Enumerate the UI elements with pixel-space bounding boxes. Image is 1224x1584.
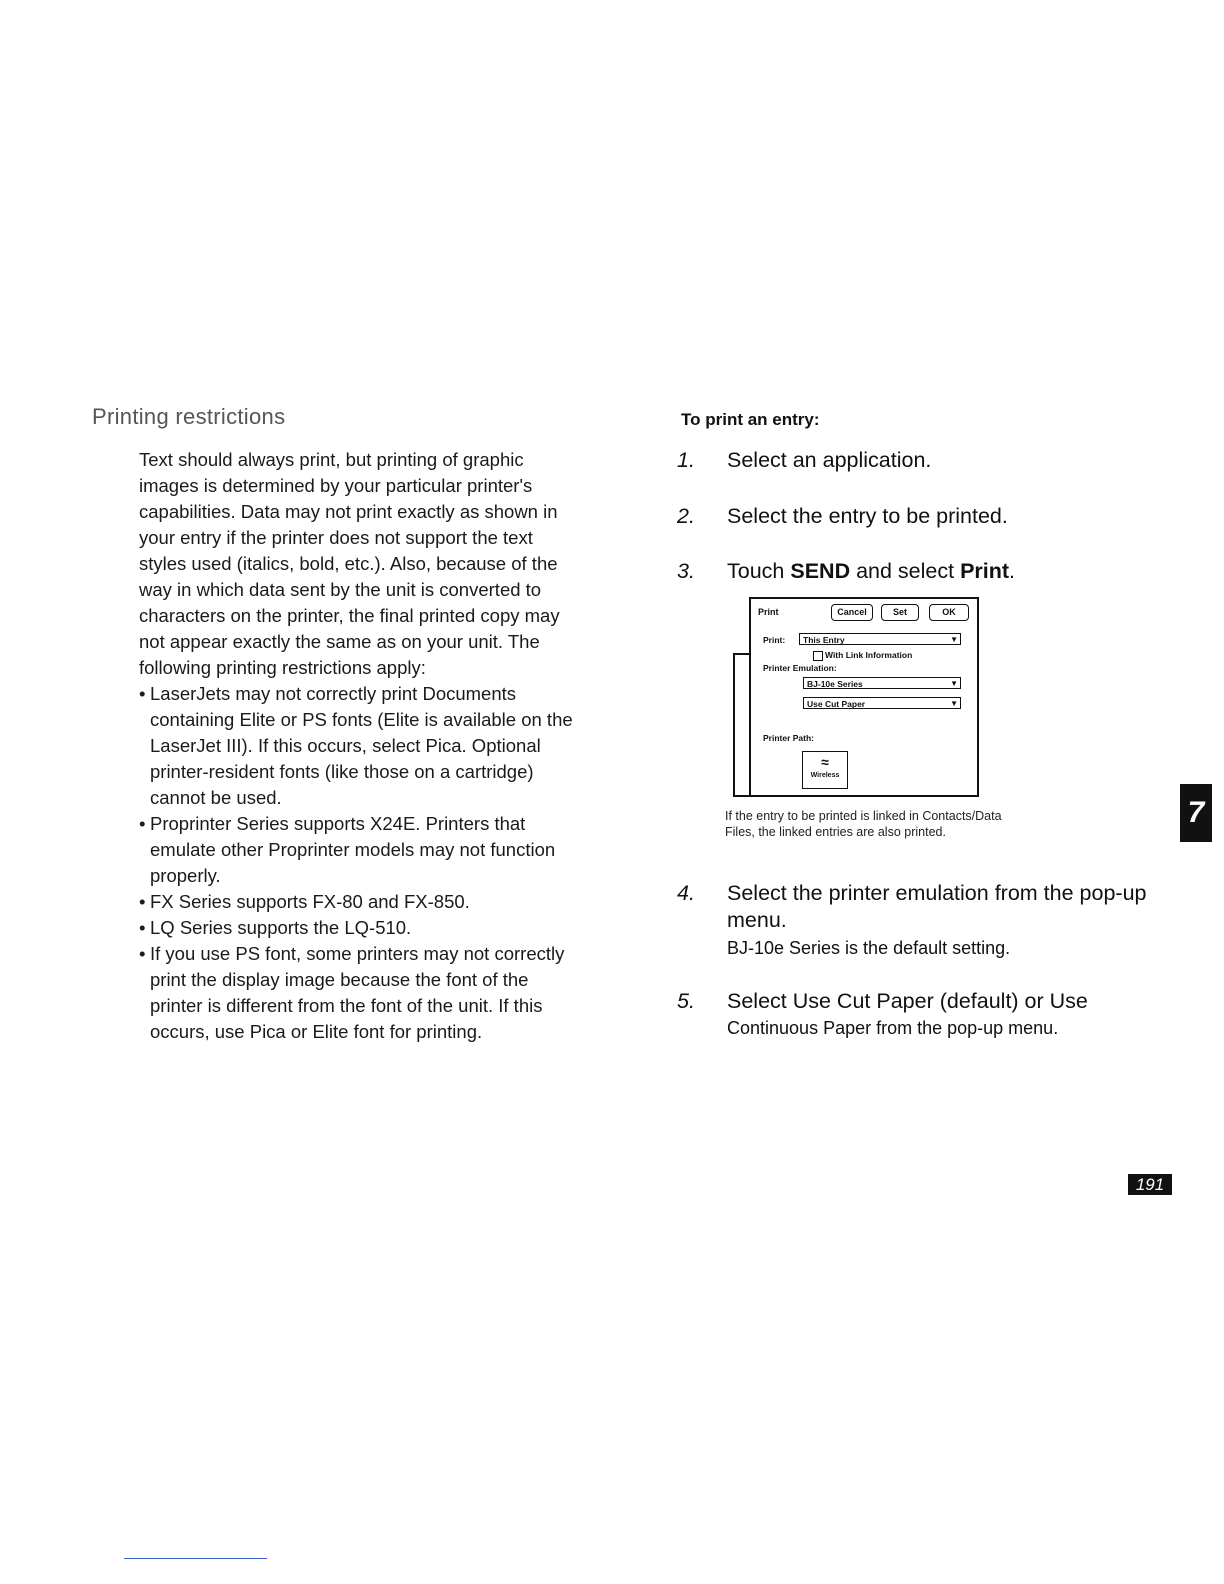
wireless-label: Wireless <box>810 772 840 779</box>
step-text: Select an application. <box>727 448 932 472</box>
wireless-icon: ≈ <box>821 754 829 770</box>
footer-rule <box>124 1558 267 1559</box>
step-5 <box>677 988 1167 1041</box>
print-keyword: Print <box>960 559 1010 583</box>
list-item: • Proprinter Series supports X24E. Printers that emulate other Proprinter models may not function properly. <box>139 811 579 889</box>
step-text-part: . <box>1009 559 1016 583</box>
list-item: • LQ Series supports the LQ-510. <box>139 915 579 941</box>
chevron-down-icon: ▼ <box>950 635 958 644</box>
list-item: • FX Series supports FX-80 and FX-850. <box>139 889 579 915</box>
step-2 <box>677 503 1167 530</box>
link-checkbox[interactable] <box>813 651 823 661</box>
step-number: 3. <box>677 559 695 583</box>
print-dialog <box>749 597 979 797</box>
ok-button[interactable]: OK <box>929 604 969 621</box>
chevron-down-icon: ▼ <box>950 699 958 708</box>
print-select[interactable] <box>799 633 961 645</box>
step-text-continued: Continuous Paper from the pop-up menu. <box>727 1018 1059 1038</box>
paper-select-value: Use Cut Paper <box>807 699 866 709</box>
restrictions-column <box>139 447 579 1045</box>
list-item: • If you use PS font, some printers may not correctly print the display image because the font of the printer is different from the font of the unit. If this occurs, use Pica or Elite font for printing. <box>139 941 579 1045</box>
step-number: 5. <box>677 989 695 1013</box>
step-text-part: Touch <box>727 559 791 583</box>
step-note: BJ-10e Series is the default setting. <box>727 938 1011 958</box>
path-label: Printer Path: <box>763 733 815 743</box>
section-title: Printing restrictions <box>92 404 286 429</box>
step-text: Select Use Cut Paper (default) or Use <box>727 989 1088 1013</box>
step-text-part: and select <box>850 559 961 583</box>
intro-paragraph: Text should always print, but printing of graphic images is determined by your particular printer's capabilities. Data may not print exactly as shown in your entry if the printer does not support the text styles used (italics, bold, etc.). Also, because of the way in which data sent by the unit is converted to characters on the printer, the final printed copy may not appear exactly the same as on your unit. The following printing restrictions apply: <box>139 449 560 678</box>
paper-select[interactable] <box>803 697 961 709</box>
step-text <box>727 558 1167 585</box>
set-button[interactable]: Set <box>881 604 919 621</box>
step-1 <box>677 447 1167 474</box>
step-body <box>727 880 1167 961</box>
emulation-select-value: BJ-10e Series <box>807 679 863 689</box>
print-select-value: This Entry <box>803 635 845 645</box>
restrictions-list <box>139 681 579 1045</box>
link-bracket <box>733 653 735 797</box>
procedure-heading: To print an entry: <box>681 410 820 429</box>
step-number: 2. <box>677 504 695 528</box>
wireless-path-button[interactable] <box>802 751 848 789</box>
step-number: 4. <box>677 881 695 905</box>
figure-caption: If the entry to be printed is linked in Contacts/Data Files, the linked entries are also printed. <box>725 809 1002 839</box>
step-text: Select the entry to be printed. <box>727 504 1008 528</box>
page-number: 191 <box>1128 1174 1172 1195</box>
print-label: Print: <box>763 635 786 645</box>
emulation-label: Printer Emulation: <box>763 663 837 673</box>
link-checkbox-label: With Link Information <box>825 650 913 660</box>
dialog-title: Print <box>758 607 779 617</box>
chevron-down-icon: ▼ <box>950 679 958 688</box>
step-text: Select the printer emulation from the pop-up menu. <box>727 881 1147 932</box>
step-4 <box>677 880 1167 961</box>
chapter-tab: 7 <box>1180 784 1212 842</box>
list-item: • LaserJets may not correctly print Documents containing Elite or PS fonts (Elite is available on the LaserJet III). If this occurs, select Pica. Optional printer-resident fonts (like those on a cartridge) cannot be used. <box>139 681 579 811</box>
step-3 <box>677 558 1167 585</box>
cancel-button[interactable]: Cancel <box>831 604 873 621</box>
step-number: 1. <box>677 448 695 472</box>
emulation-select[interactable] <box>803 677 961 689</box>
send-keyword: SEND <box>790 559 851 583</box>
link-bracket-bottom <box>733 795 749 797</box>
step-body <box>727 988 1167 1041</box>
